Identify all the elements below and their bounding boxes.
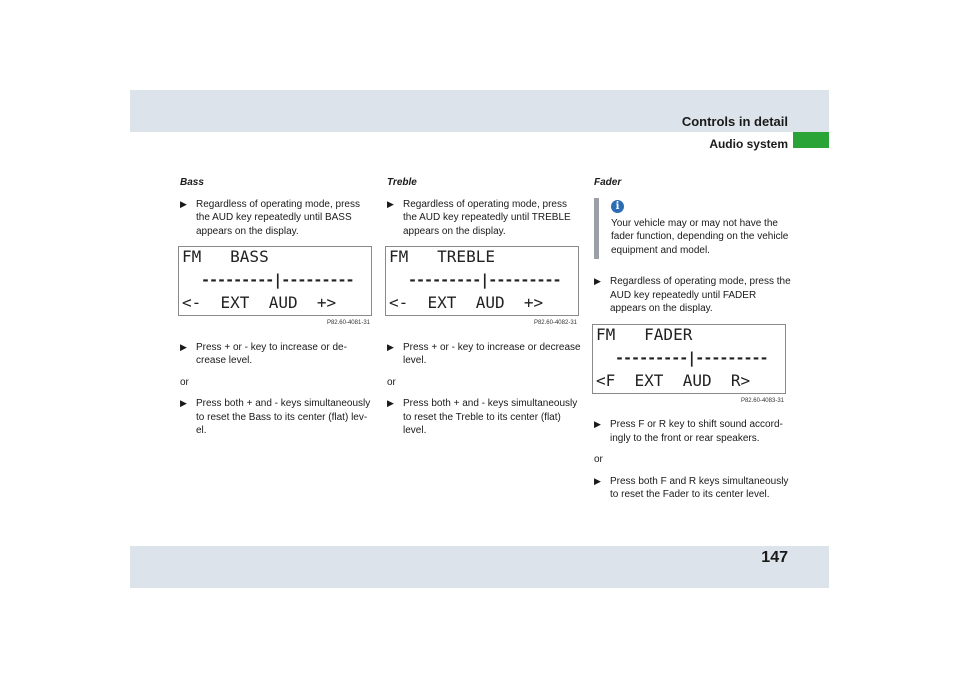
lcd-bottom-line: <F EXT AUD R> — [596, 370, 751, 390]
lcd-top-line: FM BASS — [182, 247, 269, 266]
treble-step-1: ▶ Regardless of operating mode, press the AUD key repeatedly until TREBLE appears on the display. — [387, 198, 571, 237]
section-subtitle: Audio system — [709, 137, 788, 151]
figure-reference: P82.60-4082-31 — [533, 320, 577, 326]
section-tab-marker — [793, 132, 829, 148]
lcd-level-bar: ---------|--------- — [408, 271, 561, 289]
treble-step-3: ▶ Press both + and - keys simultaneously to reset the Treble to its center (flat) level. — [387, 398, 578, 436]
fader-step-1: ▶ Regardless of operating mode, press the AUD key repeatedly until FADER appears on the display. — [594, 276, 791, 314]
treble-heading: Treble — [387, 177, 417, 188]
treble-step-2: ▶ Press + or - key to increase or decrease level. — [387, 341, 581, 366]
lcd-top-line: FM TREBLE — [389, 247, 495, 266]
info-note-text: Your vehicle may or may not have the fader function, depending on the vehicle equipment and model. — [611, 217, 789, 256]
arrow-bullet-icon: ▶ — [180, 341, 187, 352]
fader-column — [594, 176, 794, 510]
figure-reference: P82.60-4081-31 — [326, 320, 370, 326]
info-note — [594, 198, 794, 260]
arrow-bullet-icon: ▶ — [594, 419, 601, 429]
or-text: or — [594, 454, 603, 465]
fader-display-illustration — [592, 324, 786, 394]
treble-display-illustration — [385, 246, 579, 316]
fader-step-2: ▶ Press F or R key to shift sound accord-ingly to the front or rear speakers. — [594, 419, 783, 444]
bass-step-1: ▶ Regardless of operating mode, press the AUD key repeatedly until BASS appears on the display. — [180, 198, 360, 237]
arrow-bullet-icon: ▶ — [180, 398, 187, 408]
bass-step-3: ▶ Press both + and - keys simultaneously to reset the Bass to its center (flat) lev-el. — [180, 398, 371, 436]
bass-heading: Bass — [180, 177, 204, 188]
lcd-level-bar: ---------|--------- — [201, 271, 354, 289]
or-text: or — [387, 376, 396, 388]
or-text: or — [180, 376, 189, 388]
arrow-bullet-icon: ▶ — [387, 341, 394, 352]
arrow-bullet-icon: ▶ — [387, 198, 394, 209]
lcd-bottom-line: <- EXT AUD +> — [389, 293, 544, 312]
figure-reference: P82.60-4083-31 — [740, 397, 784, 404]
lcd-top-line: FM FADER — [596, 324, 693, 344]
bass-step-2: ▶ Press + or - key to increase or de-crease level. — [180, 341, 347, 366]
arrow-bullet-icon: ▶ — [180, 198, 187, 209]
arrow-bullet-icon: ▶ — [387, 398, 394, 408]
lcd-bottom-line: <- EXT AUD +> — [182, 293, 337, 312]
section-title: Controls in detail — [681, 114, 788, 129]
info-icon: i — [611, 200, 624, 213]
page-number: 147 — [761, 549, 788, 566]
lcd-level-bar: ---------|--------- — [615, 348, 768, 367]
footer-band — [130, 546, 829, 588]
treble-column — [387, 176, 583, 446]
arrow-bullet-icon: ▶ — [594, 475, 601, 486]
arrow-bullet-icon: ▶ — [594, 276, 601, 286]
fader-step-3: ▶ Press both F and R keys simultaneously to reset the Fader to its center level. — [594, 475, 789, 500]
bass-column — [180, 176, 376, 446]
fader-heading: Fader — [594, 177, 622, 188]
bass-display-illustration — [178, 246, 372, 316]
